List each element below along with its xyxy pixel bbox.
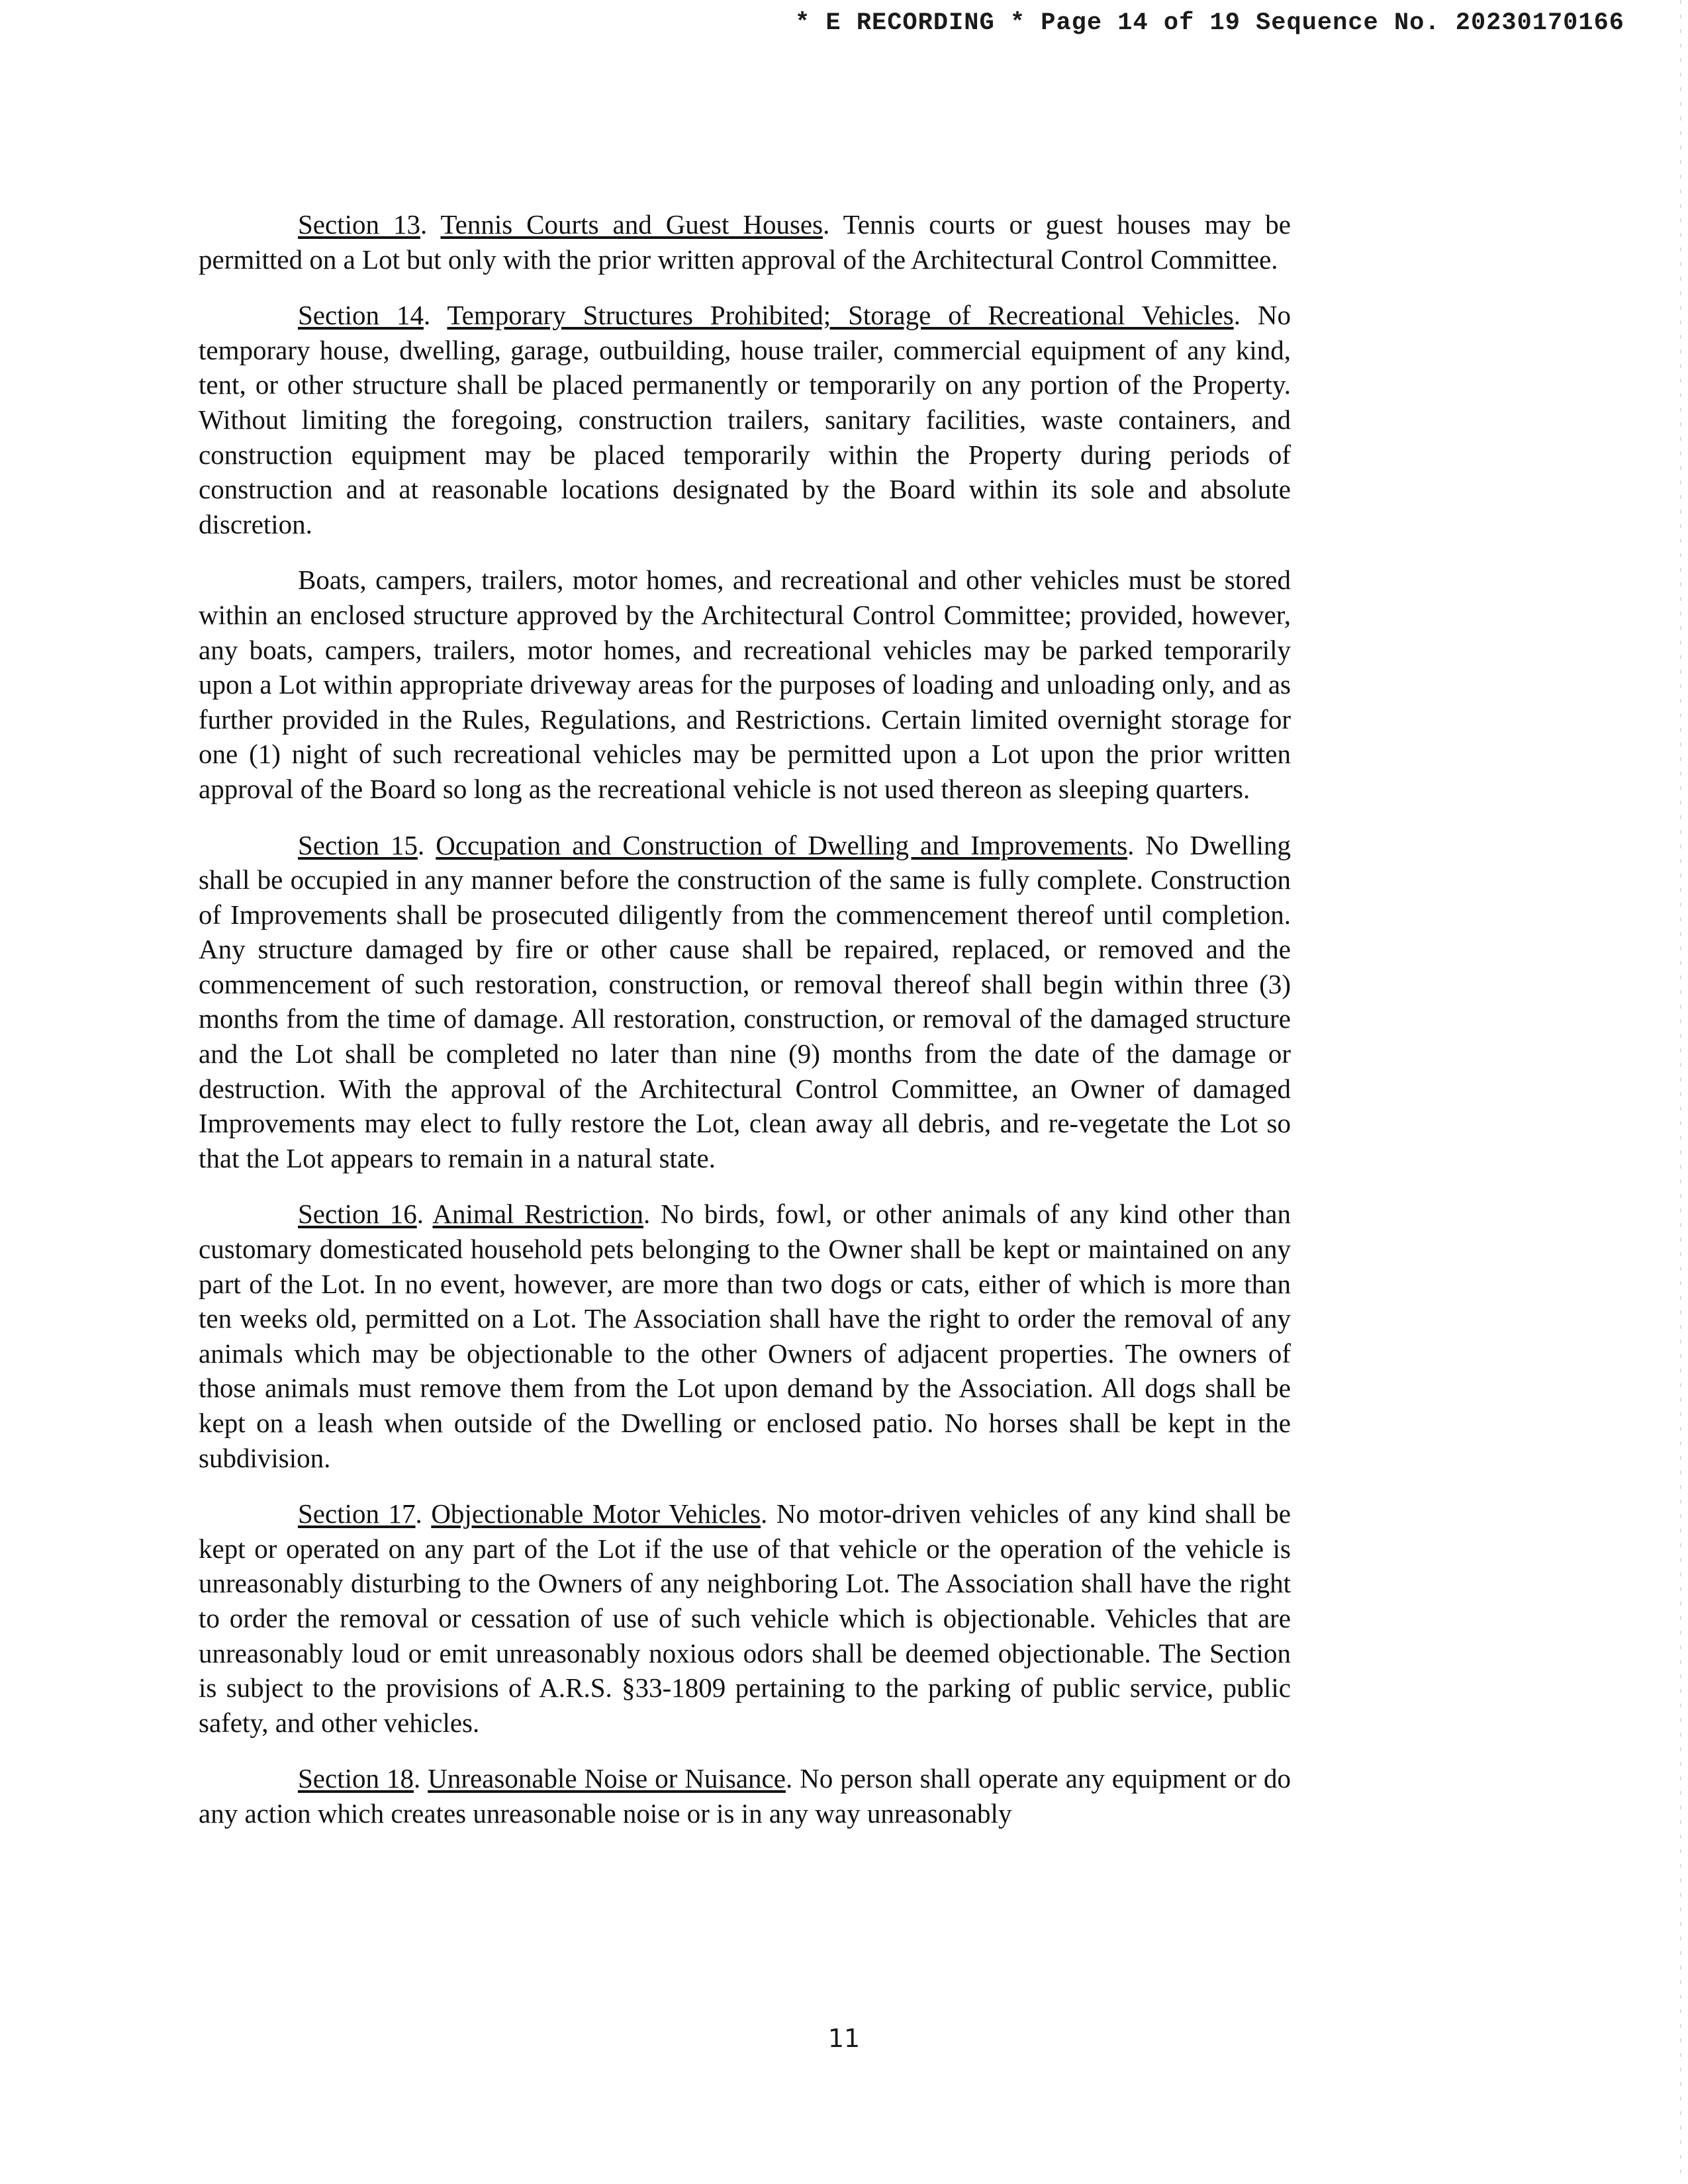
section-text: No Dwelling shall be occupied in any manner before the construction of the same is fully complete. Construction of Improvements shall be prosecuted diligently from the commencement thereof until completion. Any structure damaged by fire or other cause shall be repaired, replaced, or removed and the commencement of such restoration, construction, or removal thereof shall begin within three (3) months from the time of damage. All restoration, construction, or removal of the damaged structure and the Lot shall be completed no later than nine (9) months from the date of the damage or destruction. With the approval of the Architectural Control Committee, an Owner of damaged Improvements may elect to fully restore the Lot, clean away all debris, and re-vegetate the Lot so that the Lot appears to remain in a natural state. [199, 829, 1291, 1173]
section-text: No motor-driven vehicles of any kind shall be kept or operated on any part of the Lot if the use of that vehicle or the operation of the vehicle is unreasonably disturbing to the Owners of any neighboring Lot. The Association shall have the right to order the removal or cessation of use of such vehicle which is objectionable. Vehicles that are unreasonably loud or emit unreasonably noxious odors shall be deemed objectionable. The Section is subject to the provisions of A.R.S. §33-1809 pertaining to the parking of public service, public safety, and other vehicles. [199, 1498, 1291, 1738]
section-title: Tennis Courts and Guest Houses [440, 209, 823, 240]
section-label: Section 14 [298, 300, 424, 331]
section-text: No person shall operate any equipment or do any action which creates unreasonable noise or is in any way unreasonably [199, 1763, 1291, 1829]
section-title: Unreasonable Noise or Nuisance [428, 1763, 786, 1794]
scan-edge-artifact [1680, 0, 1681, 2184]
section-label: Section 13 [298, 209, 420, 240]
section-13-paragraph: Section 13. Tennis Courts and Guest Houses. Tennis courts or guest houses may be permitted on a Lot but only with the prior written approval of the Architectural Control Committee. [199, 209, 1291, 275]
section-14-paragraph: Section 14. Temporary Structures Prohibited; Storage of Recreational Vehicles. No temporary house, dwelling, garage, outbuilding, house trailer, commercial equipment of any kind, tent, or other structure shall be placed permanently or temporarily on any portion of the Property. Without limiting the foregoing, construction trailers, sanitary facilities, waste containers, and construction equipment may be placed temporarily within the Property during periods of construction and at reasonable locations designated by the Board within its sole and absolute discretion. [199, 300, 1291, 539]
document-body [199, 207, 1291, 1852]
section-15-paragraph: Section 15. Occupation and Construction of Dwelling and Improvements. No Dwelling shall be occupied in any manner before the construction of the same is fully complete. Construction of Improvements shall be prosecuted diligently from the commencement thereof until completion. Any structure damaged by fire or other cause shall be repaired, replaced, or removed and the commencement of such restoration, construction, or removal thereof shall begin within three (3) months from the time of damage. All restoration, construction, or removal of the damaged structure and the Lot shall be completed no later than nine (9) months from the date of the damage or destruction. With the approval of the Architectural Control Committee, an Owner of damaged Improvements may elect to fully restore the Lot, clean away all debris, and re-vegetate the Lot so that the Lot appears to remain in a natural state. [199, 829, 1291, 1173]
recording-header: * E RECORDING * Page 14 of 19 Sequence No. 20230170166 [795, 9, 1624, 37]
section-14-continuation-paragraph [199, 563, 1291, 806]
section-text: Boats, campers, trailers, motor homes, and recreational and other vehicles must be stored within an enclosed structure approved by the Architectural Control Committee; provided, however, any boats, campers, trailers, motor homes, and recreational vehicles may be parked temporarily upon a Lot within appropriate driveway areas for the purposes of loading and unloading only, and as further provided in the Rules, Regulations, and Restrictions. Certain limited overnight storage for one (1) night of such recreational vehicles may be permitted upon a Lot upon the prior written approval of the Board so long as the recreational vehicle is not used thereon as sleeping quarters. [199, 565, 1291, 804]
section-text: No temporary house, dwelling, garage, outbuilding, house trailer, commercial equipment of any kind, tent, or other structure shall be placed permanently or temporarily on any portion of the Property. Without limiting the foregoing, construction trailers, sanitary facilities, waste containers, and construction equipment may be placed temporarily within the Property during periods of construction and at reasonable locations designated by the Board within its sole and absolute discretion. [199, 300, 1291, 539]
section-18-paragraph: Section 18. Unreasonable Noise or Nuisance. No person shall operate any equipment or do any action which creates unreasonable noise or is in any way unreasonably [199, 1763, 1291, 1829]
section-label: Section 17 [298, 1498, 416, 1529]
section-label: Section 16 [298, 1199, 417, 1230]
section-label: Section 15 [298, 829, 418, 860]
section-title: Temporary Structures Prohibited; Storage of Recreational Vehicles [447, 300, 1234, 331]
section-title: Objectionable Motor Vehicles [431, 1498, 761, 1529]
section-17-paragraph: Section 17. Objectionable Motor Vehicles. No motor-driven vehicles of any kind shall be kept or operated on any part of the Lot if the use of that vehicle or the operation of the vehicle is unreasonably disturbing to the Owners of any neighboring Lot. The Association shall have the right to order the removal or cessation of use of such vehicle which is objectionable. Vehicles that are unreasonably loud or emit unreasonably noxious odors shall be deemed objectionable. The Section is subject to the provisions of A.R.S. §33-1809 pertaining to the parking of public service, public safety, and other vehicles. [199, 1498, 1291, 1738]
section-16-paragraph: Section 16. Animal Restriction. No birds, fowl, or other animals of any kind other than customary domesticated household pets belonging to the Owner shall be kept or maintained on any part of the Lot. In no event, however, are more than two dogs or cats, either of which is more than ten weeks old, permitted on a Lot. The Association shall have the right to order the removal of any animals which may be objectionable to the other Owners of adjacent properties. The owners of those animals must remove them from the Lot upon demand by the Association. All dogs shall be kept on a leash when outside of the Dwelling or enclosed patio. No horses shall be kept in the subdivision. [199, 1199, 1291, 1473]
section-text: Tennis courts or guest houses may be permitted on a Lot but only with the prior written approval of the Architectural Control Committee. [199, 209, 1291, 275]
section-title: Occupation and Construction of Dwelling and Improvements [436, 829, 1128, 860]
section-text: No birds, fowl, or other animals of any kind other than customary domesticated household pets belonging to the Owner shall be kept or maintained on any part of the Lot. In no event, however, are more than two dogs or cats, either of which is more than ten weeks old, permitted on a Lot. The Association shall have the right to order the removal of any animals which may be objectionable to the other Owners of adjacent properties. The owners of those animals must remove them from the Lot upon demand by the Association. All dogs shall be kept on a leash when outside of the Dwelling or enclosed patio. No horses shall be kept in the subdivision. [199, 1199, 1291, 1473]
section-title: Animal Restriction [432, 1199, 644, 1230]
section-label: Section 18 [298, 1763, 414, 1794]
page-number: 11 [827, 2024, 861, 2053]
